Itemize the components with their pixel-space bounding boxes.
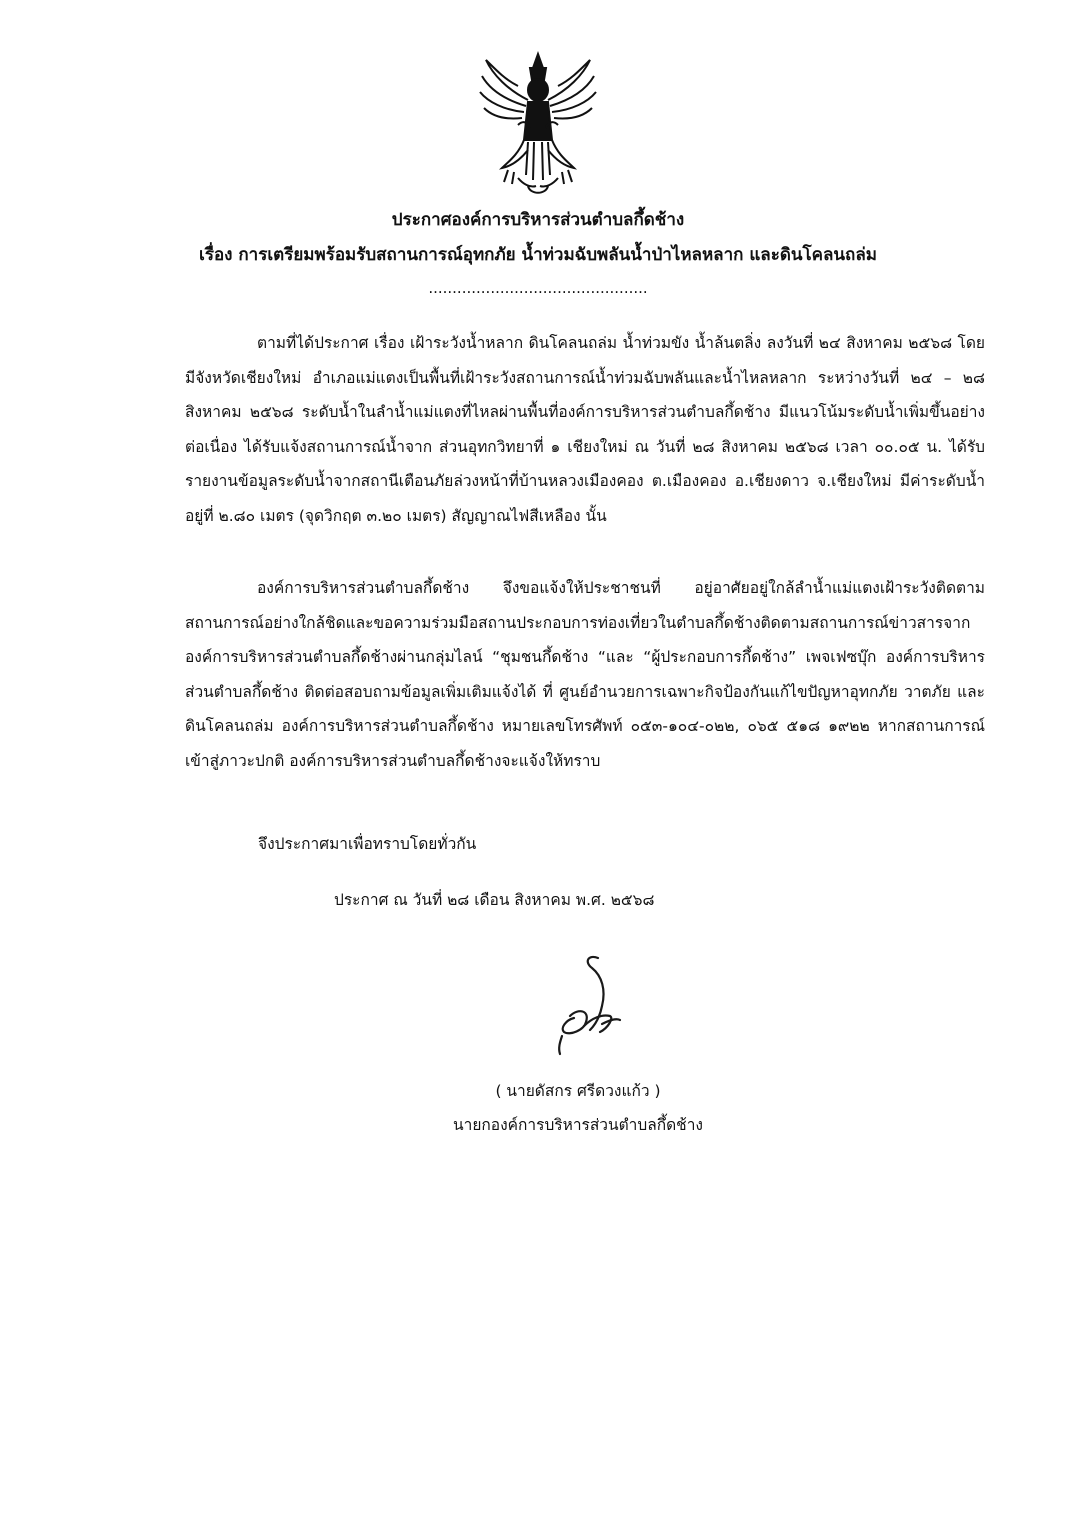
garuda-emblem-icon [478,50,598,200]
signer-name: ( นายดัสกร ศรีดวงแก้ว ) [495,1082,661,1100]
body-paragraph-1: ตามที่ได้ประกาศ เรื่อง เฝ้าระวังน้ำหลาก ดินโคลนถล่ม น้ำท่วมขัง น้ำล้นตลิ่ง ลงวันที่ ๒๔ สิงหาคม ๒๕๖๘ โดยมีจังหวัดเชียงใหม่ อำเภอแม่แตงเป็นพื้นที่เฝ้าระวังสถานการณ์น้ำท่วมฉับพลันและน้ำไหลหลาก ระหว่างวันที่ ๒๔ – ๒๘ สิงหาคม ๒๕๖๘ ระดับน้ำในลำน้ำแม่แตงที่ไหลผ่านพื้นที่องค์การบริหารส่วนตำบลกึ้ดช้าง มีแนวโน้มระดับน้ำเพิ่มขึ้นอย่างต่อเนื่อง ได้รับแจ้งสถานการณ์น้ำจาก ส่วนอุทกวิทยาที่ ๑ เชียงใหม่ ณ วันที่ ๒๘ สิงหาคม ๒๕๖๘ เวลา ๐๐.๐๕ น. ได้รับรายงานข้อมูลระดับน้ำจากสถานีเตือนภัยล่วงหน้าที่บ้านหลวงเมืองคอง ต.เมืองคอง อ.เชียงดาว จ.เชียงใหม่ มีค่าระดับน้ำ อยู่ที่ ๒.๘๐ เมตร (จุดวิกฤต ๓.๒๐ เมตร) สัญญาณไฟสีเหลือง นั้น [185,334,985,525]
signature-icon [540,950,630,1060]
body-paragraph-2: องค์การบริหารส่วนตำบลกึ้ดช้าง จึงขอแจ้งให้ประชาชนที่ อยู่อาศัยอยู่ใกล้ลำน้ำแม่แตงเฝ้าระวังติดตามสถานการณ์อย่างใกล้ชิดและขอความร่วมมือสถานประกอบการท่องเที่ยวในตำบลกึ้ดช้างติดตามสถานการณ์ข่าวสารจากองค์การบริหารส่วนตำบลกึ้ดช้างผ่านกลุ่มไลน์ “ชุมชนกึ้ดช้าง “และ “ผู้ประกอบการกึ้ดช้าง” เพจเฟซบุ๊ก องค์การบริหารส่วนตำบลกึ้ดช้าง ติดต่อสอบถามข้อมูลเพิ่มเติมแจ้งได้ ที่ ศูนย์อำนวยการเฉพาะกิจป้องกันแก้ไขปัญหาอุทกภัย วาตภัย และดินโคลนถล่ม องค์การบริหารส่วนตำบลกึ้ดช้าง หมายเลขโทรศัพท์ ๐๕๓-๑๐๔-๐๒๒, ๐๖๕ ๕๑๘ ๑๙๒๒ หากสถานการณ์เข้าสู่ภาวะปกติ องค์การบริหารส่วนตำบลกึ้ดช้างจะแจ้งให้ทราบ [185,579,985,770]
announcement-subject: เรื่อง การเตรียมพร้อมรับสถานการณ์อุทกภัย น้ำท่วมฉับพลันน้ำป่าไหลหลาก และดินโคลนถล่ม [199,245,877,265]
announcement-title: ประกาศองค์การบริหารส่วนตำบลกึ้ดช้าง [391,210,685,230]
closing-statement: จึงประกาศมาเพื่อทราบโดยทั่วกัน [258,835,477,853]
separator-dots: .............................................. [428,279,648,297]
signer-title: นายกองค์การบริหารส่วนตำบลกึ้ดช้าง [453,1116,703,1134]
announcement-date: ประกาศ ณ วันที่ ๒๘ เดือน สิงหาคม พ.ศ. ๒๕๖๘ [334,891,655,909]
